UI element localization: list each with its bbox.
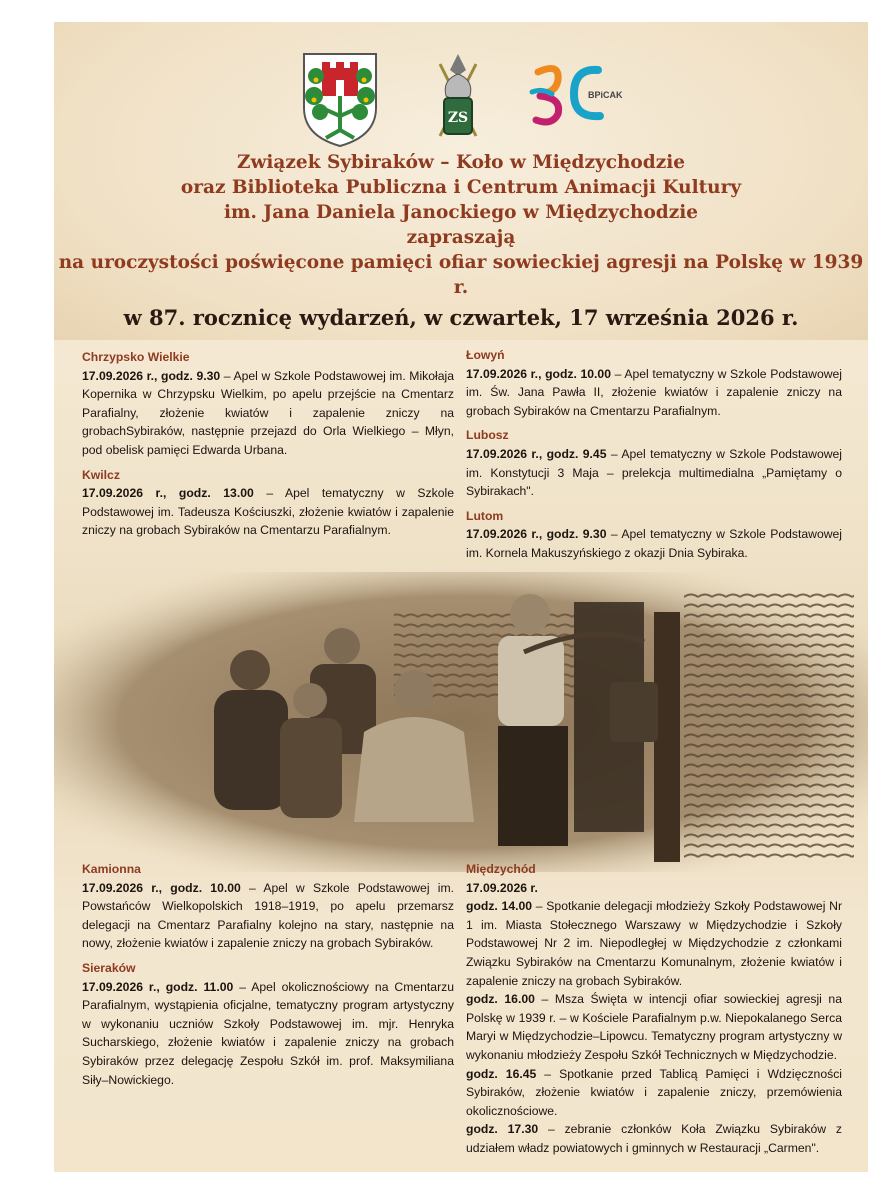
events-top-right: [466, 340, 842, 563]
event-text: godz. 16.45 – Spotkanie przed Tablicą Pamięci i Wdzięczności Sybiraków, złożenie kwiatów i zapalenie zniczy, przemówienia okolicznościowe.: [466, 1066, 842, 1118]
events-top-left: [82, 342, 454, 540]
logos: [54, 50, 868, 150]
event-text: godz. 16.00 – Msza Święta w intencji ofiar sowieckiej agresji na Polskę w 1939 r. – w Kościele Parafialnym p.w. Niepokalanego Serca Maryi w Międzychodzie–Lipowcu. Tematyczny program artystyczny w wykonaniu młodzieży Zespołu Szkół Technicznych w Międzychodzie.: [466, 992, 842, 1062]
event-text: 17.09.2026 r., godz. 13.00 – Apel tematyczny w Szkole Podstawowej im. Tadeusza Kościuszki, złożenie kwiatów i zapalenie zniczy na grobach Sybiraków na Cmentarzu Parafialnym.: [82, 486, 454, 538]
event-text: 17.09.2026 r., godz. 9.30 – Apel w Szkole Podstawowej im. Mikołaja Kopernika w Chrzypsku Wielkim, po apelu przejście na Cmentarz Parafialny, złożenie kwiatów i zapalenie zniczy na grobachSybiraków, następnie przejazd do Orla Wielkiego – Młyn, pod obelisk pamięci Edwarda Urbana.: [82, 368, 455, 457]
family-photo-icon: [54, 572, 868, 872]
title-line-5: na uroczystości poświęcone pamięci ofiar sowieckiej agresji na Polskę w 1939 r.: [58, 252, 864, 298]
place-name: Sieraków: [82, 960, 136, 975]
event-text: 17.09.2026 r., godz. 10.00 – Apel tematyczny w Szkole Podstawowej im. Św. Jana Pawła II, złożenie kwiatów i zapalenie zniczy na grobach Sybiraków na Cmentarzu Parafialnym.: [466, 366, 843, 418]
title-line-4: zapraszają: [406, 227, 516, 248]
event-text: 17.09.2026 r., godz. 11.00 – Apel okolicznościowy na Cmentarzu Parafialnym, wystąpienia oficjalne, tematyczny program artystyczny w wykonaniu uczniów Szkoły Podstawowej im. mjr. Henryka Sucharskiego, złożenie kwiatów i zapalenie zniczy na grobach Sybiraków przez delegację Zespołu Szkół im. prof. Maksymiliana Siły–Nowickiego.: [82, 979, 455, 1087]
place-name: Chrzypsko Wielkie: [82, 350, 190, 364]
invitation-title: [54, 150, 868, 334]
event-text: 17.09.2026 r., godz. 9.30 – Apel tematyczny w Szkole Podstawowej im. Kornela Makuszyńskiego z okazji Dnia Sybiraka.: [466, 527, 843, 560]
date-line: w 87. rocznicę wydarzeń, w czwartek, 17 września 2026 r.: [123, 305, 799, 330]
poster: [54, 22, 868, 1172]
event-text: godz. 14.00 – Spotkanie delegacji młodzieży Szkoły Podstawowej Nr 1 im. Miasta Stołecznego Warszawy w Międzychodzie i Szkoły Podstawowej Nr 2 im. Niepodległej w Międzychodzie z członkami Związku Sybiraków na Cmentarzu Komunalnym, złożenie kwiatów i zapalenie zniczy na grobach Sybiraków.: [466, 899, 842, 988]
place-name: Lutom: [466, 508, 504, 523]
place-name: Lubosz: [466, 428, 509, 443]
title-line-1: Związek Sybiraków – Koło w Międzychodzie: [236, 152, 686, 173]
city-crest-icon: [300, 50, 380, 148]
event-text: godz. 17.30 – zebranie członków Koła Związku Sybiraków z udziałem władz powiatowych i gminnych w Restauracji „Carmen".: [466, 1122, 842, 1155]
place-name: Kamionna: [82, 862, 141, 876]
events-miedzychod: [466, 854, 842, 1158]
bpicak-logo-icon: [528, 60, 623, 130]
place-name: Łowyń: [466, 348, 505, 362]
event-text: 17.09.2026 r., godz. 9.45 – Apel tematyczny w Szkole Podstawowej im. Konstytucji 3 Maja – prelekcja multimedialna „Pamiętamy o Sybirakach".: [466, 446, 843, 499]
events-bottom-left: [82, 854, 454, 1089]
title-line-3: im. Jana Daniela Janockiego w Międzychodzie: [223, 202, 699, 223]
place-name: Międzychód: [466, 862, 536, 876]
title-line-2: oraz Biblioteka Publiczna i Centrum Animacji Kultury: [180, 177, 742, 198]
place-name: Kwilcz: [82, 467, 120, 482]
svg-text:BPiCAK: BPiCAK: [588, 90, 623, 100]
event-date: 17.09.2026 r.: [466, 880, 538, 895]
svg-text:ZS: ZS: [447, 110, 469, 126]
event-text: 17.09.2026 r., godz. 10.00 – Apel w Szkole Podstawowej im. Powstańców Wielkopolskich 1918–1919, po apelu przemarsz delegacji na Cmentarz Parafialny kolejno na stary, następnie na nowy, złożenie kwiatów i zapalenie zniczy na grobach Sybiraków.: [82, 880, 454, 951]
sybiraki-badge-icon: [430, 50, 486, 148]
